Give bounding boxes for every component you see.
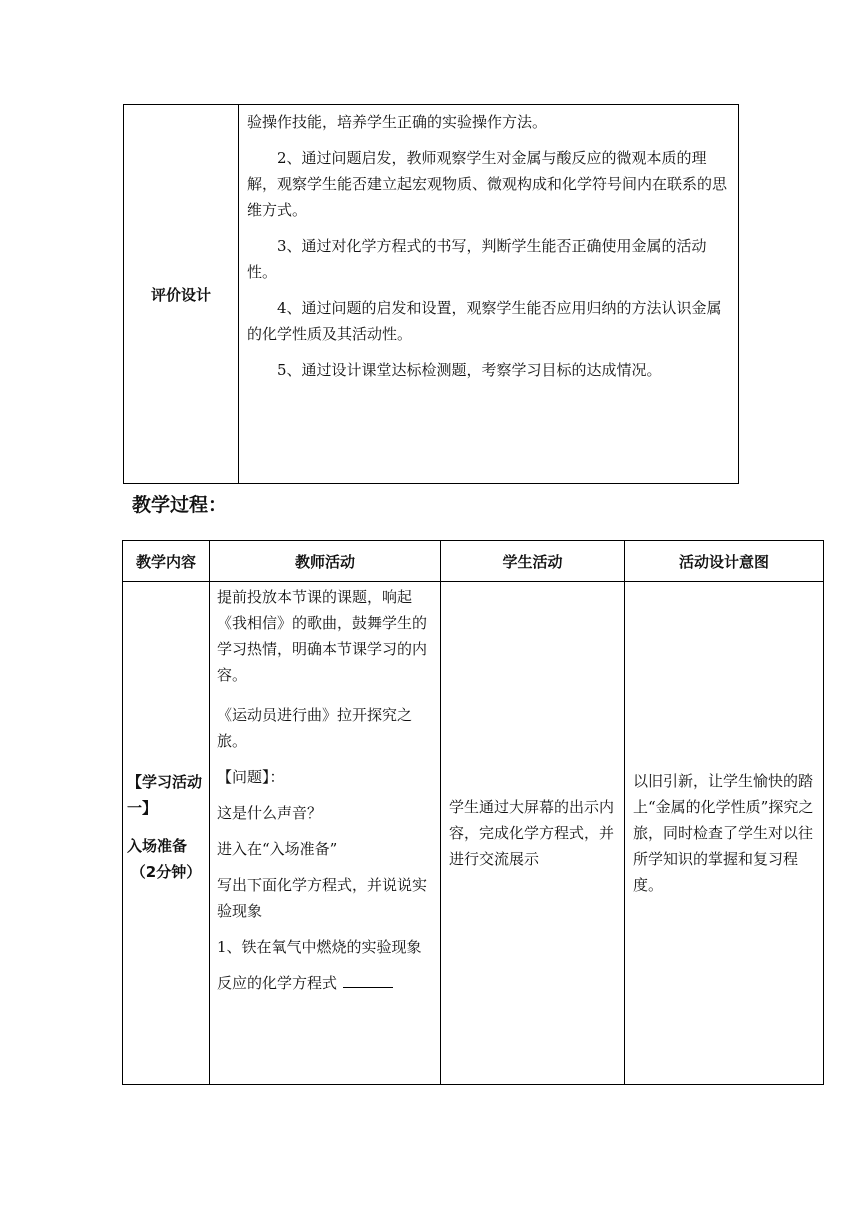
evaluation-label: 评价设计 [124, 105, 239, 484]
evaluation-paragraph: 2、通过问题启发，教师观察学生对金属与酸反应的微观本质的理解，观察学生能否建立起宏观物质、微观构成和化学符号间内在联系的思维方式。 [247, 149, 728, 219]
process-row [123, 582, 824, 1085]
header-purpose: 活动设计意图 [625, 541, 824, 582]
process-table [122, 540, 824, 1085]
teacher-equation-text: 反应的化学方程式 [217, 974, 338, 992]
activity-title: 【学习活动一】 [127, 773, 203, 817]
section-heading: 教学过程： [132, 494, 228, 516]
evaluation-paragraph: 5、通过设计课堂达标检测题，考察学习目标的达成情况。 [277, 361, 662, 379]
teacher-activity-cell [210, 582, 441, 1085]
activity-name: 入场准备 [127, 837, 188, 855]
header-student: 学生活动 [441, 541, 625, 582]
teacher-paragraph: 进入在“入场准备” [217, 840, 338, 858]
activity-content-cell [123, 582, 210, 1085]
teacher-paragraph: 【问题】： [217, 768, 285, 786]
process-header-row [123, 541, 824, 582]
teacher-paragraph: 写出下面化学方程式，并说说实验现象 [217, 876, 428, 920]
answer-blank [343, 971, 393, 988]
design-purpose-cell: 以旧引新，让学生愉快的踏上“金属的化学性质”探究之旅，同时检查了学生对以往所学知识的掌握和复习程度。 [625, 582, 824, 1085]
teacher-paragraph: 《运动员进行曲》拉开探究之旅。 [217, 706, 413, 750]
evaluation-paragraph: 3、通过对化学方程式的书写，判断学生能否正确使用金属的活动性。 [247, 237, 707, 281]
teacher-paragraph: 这是什么声音？ [217, 804, 323, 822]
evaluation-paragraph: 4、通过问题的启发和设置，观察学生能否应用归纳的方法认识金属的化学性质及其活动性。 [247, 299, 722, 343]
activity-duration: （2分钟） [130, 863, 202, 881]
header-content: 教学内容 [123, 541, 210, 582]
evaluation-content [239, 105, 739, 484]
teacher-paragraph: 提前投放本节课的课题，响起《我相信》的歌曲，鼓舞学生的学习热情，明确本节课学习的内容。 [217, 588, 428, 684]
evaluation-table [123, 104, 739, 484]
header-teacher: 教师活动 [210, 541, 441, 582]
student-activity-cell: 学生通过大屏幕的出示内容，完成化学方程式，并进行交流展示 [441, 582, 625, 1085]
teacher-equation-line [217, 970, 434, 996]
evaluation-paragraph: 验操作技能，培养学生正确的实验操作方法。 [247, 113, 548, 131]
evaluation-row [124, 105, 739, 484]
teacher-paragraph: 1、铁在氧气中燃烧的实验现象 [217, 938, 422, 956]
